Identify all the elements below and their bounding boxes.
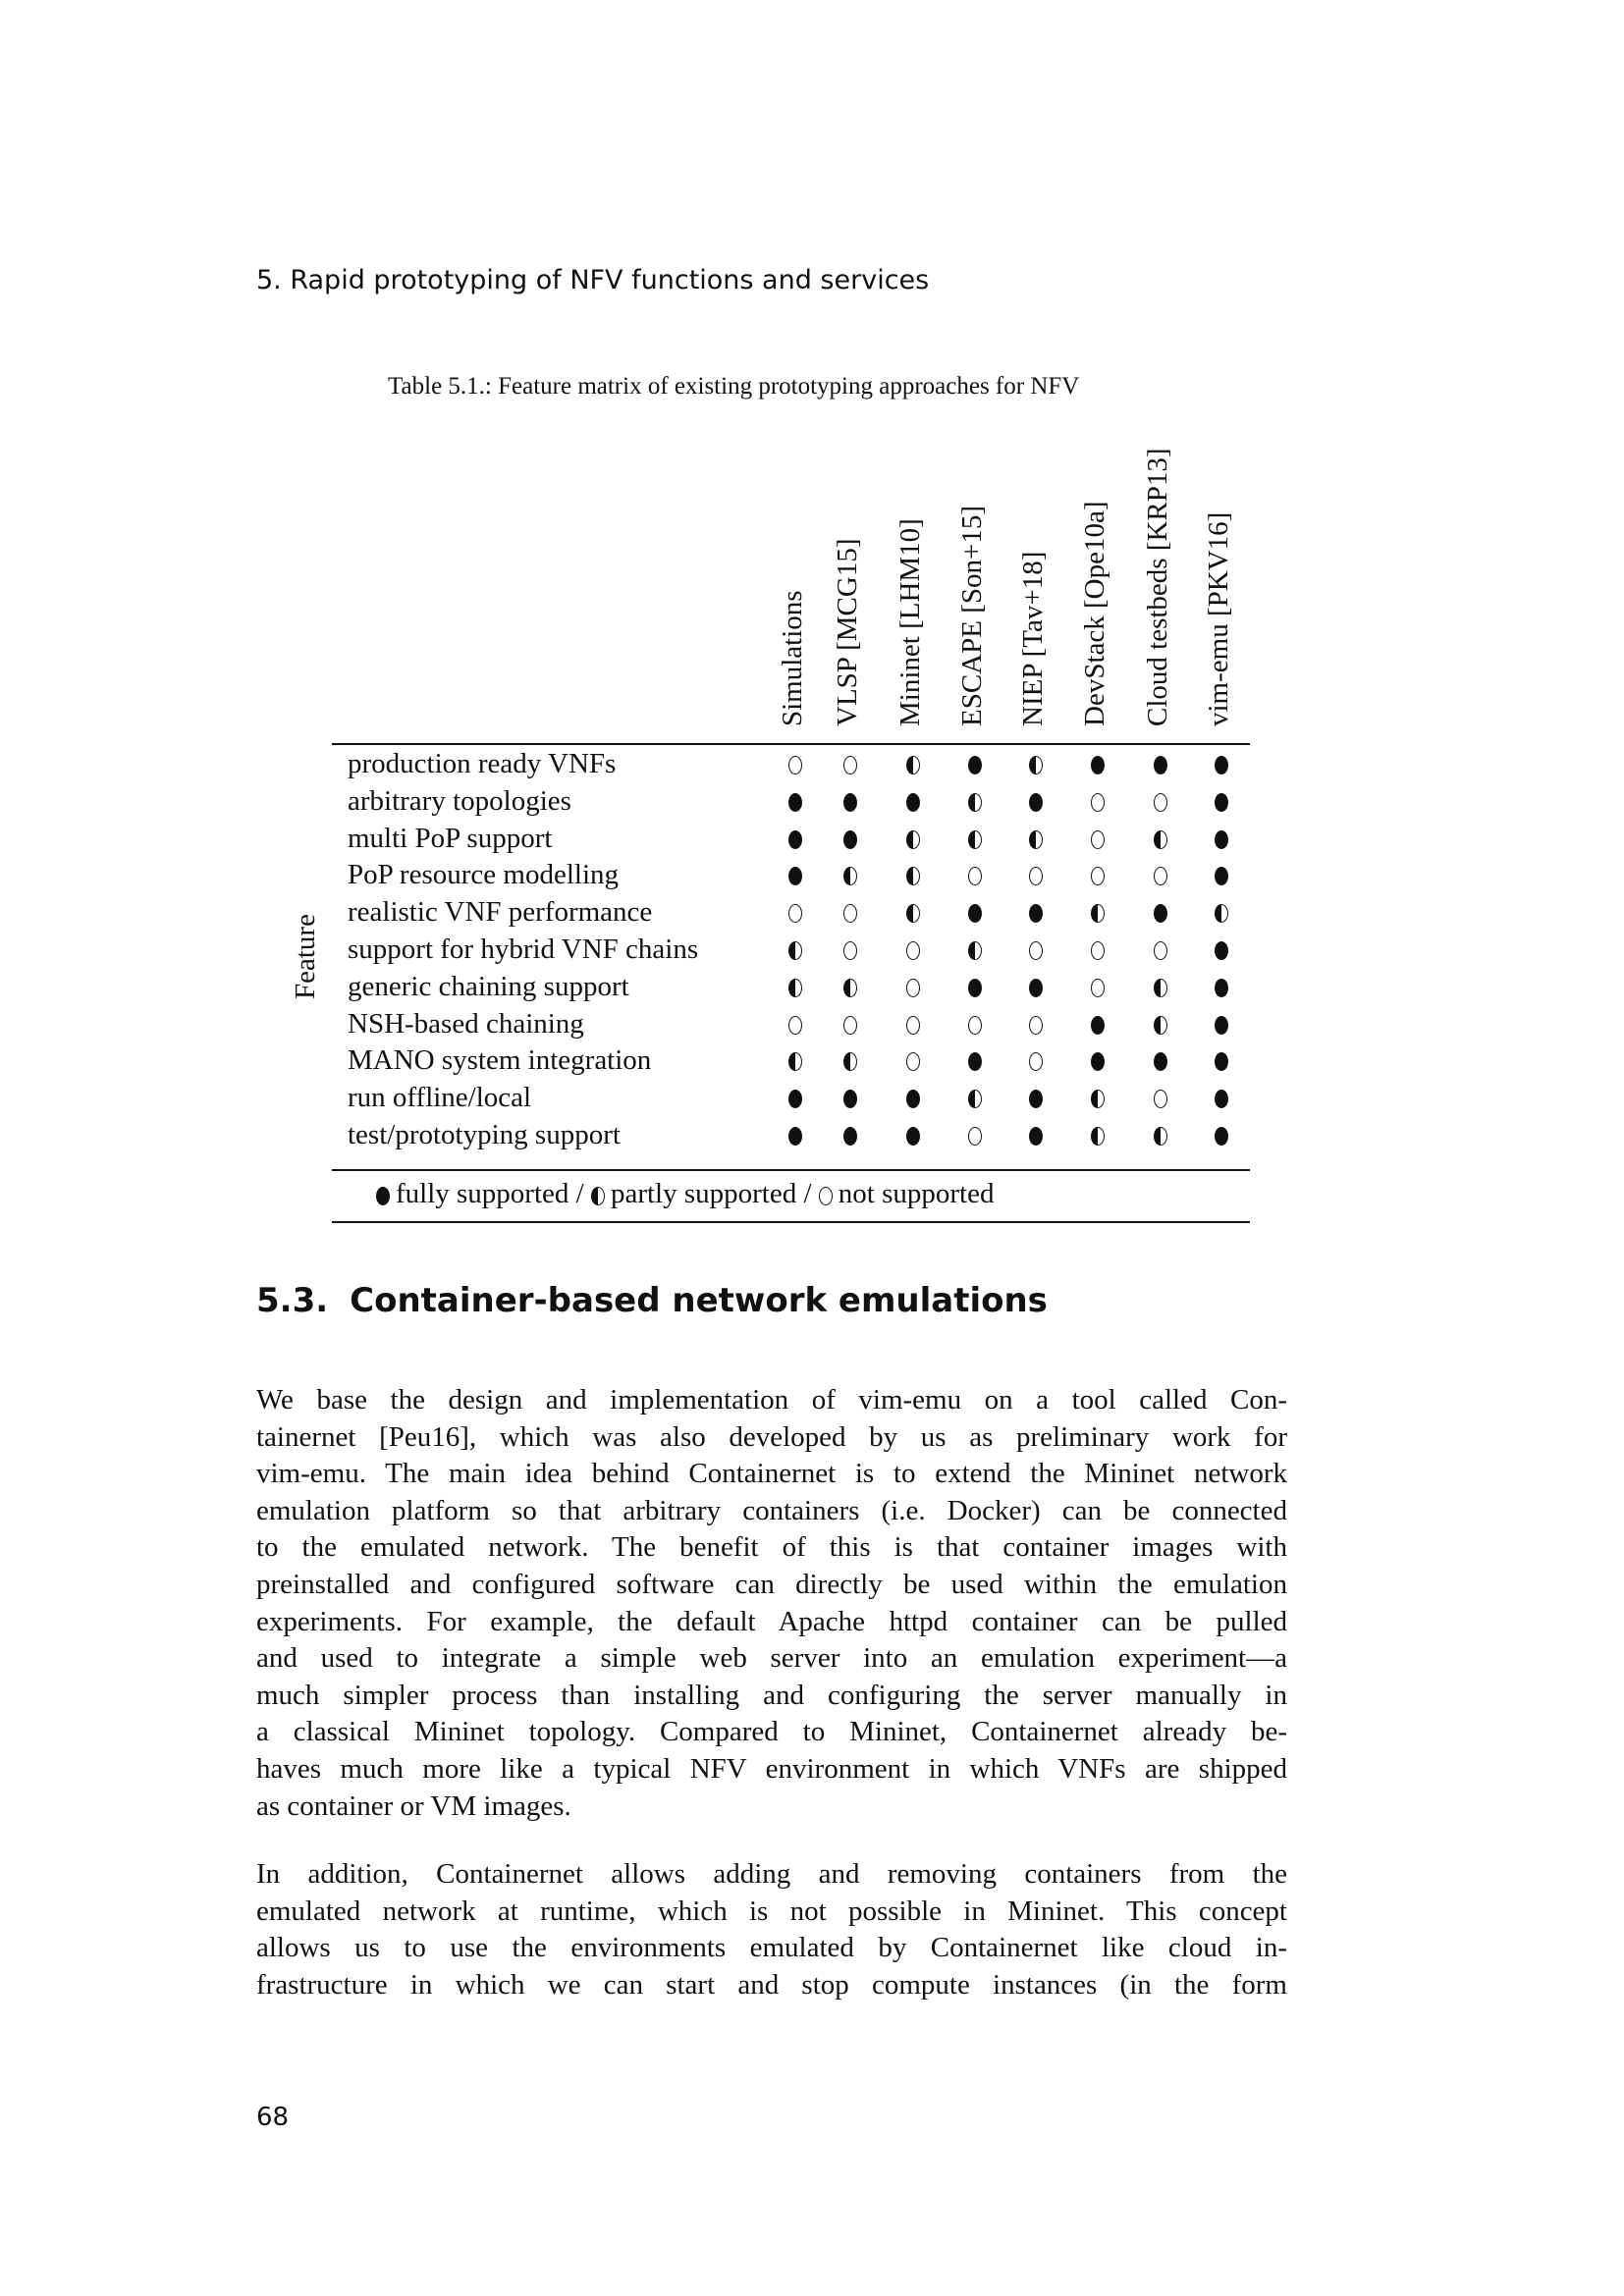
table-row (0, 859, 1624, 896)
full-support-icon (1215, 941, 1228, 960)
partial-support-icon (906, 867, 920, 885)
full-support-icon (1091, 1052, 1105, 1071)
text-line: and used to integrate a simple web server into an emulation experiment—a (256, 1642, 1287, 1675)
column-header (892, 412, 935, 726)
text-line: We base the design and implementation of vim-emu on a tool called Con- (256, 1384, 1287, 1415)
feature-label: PoP resource modelling (348, 859, 619, 891)
feature-label: production ready VNFs (348, 748, 617, 779)
table-row (0, 896, 1624, 934)
partial-support-icon (1029, 830, 1043, 849)
column-header (774, 412, 817, 726)
text-line: vim-emu. The main idea behind Containernet is to extend the Mininet network (256, 1458, 1287, 1490)
full-support-icon (906, 1127, 920, 1146)
column-header (1014, 412, 1057, 726)
full-support-icon (788, 867, 802, 885)
text-line: emulated network at runtime, which is not possible in Mininet. This concept (256, 1895, 1287, 1927)
legend-separator: / (796, 1178, 819, 1209)
section-title: Container-based network emulations (350, 1281, 1048, 1320)
full-support-icon (1215, 1127, 1228, 1146)
full-support-icon (843, 830, 857, 849)
text-line: emulation platform so that arbitrary containers (i.e. Docker) can be connected (256, 1494, 1287, 1526)
no-support-icon (906, 979, 920, 997)
feature-label: run offline/local (348, 1082, 532, 1114)
no-support-icon (1029, 941, 1043, 960)
table-column-headers (0, 412, 1624, 726)
column-header-label: vim-emu [PKV16] (1203, 511, 1234, 726)
full-support-icon (1091, 756, 1105, 774)
partial-support-icon (843, 1052, 857, 1071)
full-support-icon (1215, 1090, 1228, 1108)
section-number: 5.3. (256, 1281, 329, 1320)
full-support-icon (1215, 979, 1228, 997)
full-support-icon (968, 756, 982, 774)
no-support-icon (1154, 867, 1167, 885)
full-support-icon (788, 793, 802, 812)
text-line: In addition, Containernet allows adding and removing containers from the (256, 1858, 1287, 1890)
full-support-icon (1029, 1090, 1043, 1108)
partial-support-icon (968, 793, 982, 812)
text-line: haves much more like a typical NFV environment in which VNFs are shipped (256, 1752, 1287, 1785)
table-legend (376, 1178, 994, 1210)
table-row (0, 1119, 1624, 1156)
full-support-icon (1029, 1127, 1043, 1146)
full-support-icon (1154, 904, 1167, 923)
full-support-icon (1029, 904, 1043, 923)
paragraph-1 (256, 1382, 1287, 1825)
partial-support-icon (788, 979, 802, 997)
full-support-icon (1215, 1052, 1228, 1071)
feature-label: NSH-based chaining (348, 1007, 584, 1040)
full-support-icon (1091, 1016, 1105, 1035)
feature-label: generic chaining support (348, 970, 629, 1002)
partial-support-icon (1215, 904, 1228, 923)
partial-support-icon (591, 1181, 605, 1213)
no-support-icon (843, 941, 857, 960)
full-support-icon (1215, 867, 1228, 885)
partial-support-icon (1091, 1090, 1105, 1108)
partial-support-icon (1091, 1127, 1105, 1146)
text-line: experiments. For example, the default Apache httpd container can be pulled (256, 1605, 1287, 1637)
column-header (953, 412, 997, 726)
full-support-icon (906, 793, 920, 812)
no-support-icon (968, 867, 982, 885)
no-support-icon (1091, 830, 1105, 849)
feature-label: MANO system integration (348, 1044, 652, 1077)
partial-support-icon (968, 830, 982, 849)
no-support-icon (788, 756, 802, 774)
no-support-icon (788, 904, 802, 923)
text-line: a classical Mininet topology. Compared to Mininet, Containernet already be- (256, 1716, 1287, 1748)
full-support-icon (788, 1127, 802, 1146)
table-row (0, 748, 1624, 785)
table-row (0, 785, 1624, 823)
feature-label: test/prototyping support (348, 1119, 621, 1150)
partial-support-icon (906, 830, 920, 849)
column-header-label: NIEP [Tav+18] (1017, 551, 1049, 726)
table-row (0, 1082, 1624, 1119)
table-row (0, 1008, 1624, 1045)
text-line: tainernet [Peu16], which was also developed by us as preliminary work for (256, 1420, 1287, 1453)
column-header (1139, 412, 1182, 726)
full-support-icon (788, 1090, 802, 1108)
column-header-label: Mininet [LHM10] (894, 518, 926, 726)
full-support-icon (968, 1052, 982, 1071)
full-support-icon (1215, 756, 1228, 774)
partial-support-icon (1091, 904, 1105, 923)
column-header (1200, 412, 1243, 726)
legend-separator: / (568, 1178, 591, 1209)
partial-support-icon (968, 941, 982, 960)
text-line: allows us to use the environments emulated by Containernet like cloud in- (256, 1932, 1287, 1964)
column-header-label: ESCAPE [Son+15] (956, 505, 988, 726)
paragraph-2 (256, 1856, 1287, 2003)
full-support-icon (906, 1090, 920, 1108)
table-mid-rule (332, 1169, 1250, 1171)
text-line: as container or VM images. (256, 1789, 571, 1822)
no-support-icon (843, 756, 857, 774)
text-line: much simpler process than installing and configuring the server manually in (256, 1679, 1287, 1711)
no-support-icon (843, 904, 857, 923)
no-support-icon (1091, 867, 1105, 885)
no-support-icon (968, 1016, 982, 1035)
text-line: preinstalled and configured software can directly be used within the emulation (256, 1568, 1287, 1600)
no-support-icon (906, 941, 920, 960)
no-support-icon (1029, 1016, 1043, 1035)
full-support-icon (843, 1127, 857, 1146)
table-caption: Table 5.1.: Feature matrix of existing prototyping approaches for NFV (388, 373, 1080, 400)
legend-partial: partly supported (610, 1178, 797, 1209)
table-row (0, 971, 1624, 1008)
partial-support-icon (843, 979, 857, 997)
table-bottom-rule (332, 1221, 1250, 1223)
full-support-icon (1154, 1052, 1167, 1071)
text-line: to the emulated network. The benefit of this is that container images with (256, 1531, 1287, 1564)
column-header-label: Cloud testbeds [KRP13] (1142, 448, 1173, 726)
table-row (0, 1044, 1624, 1082)
no-support-icon (788, 1016, 802, 1035)
column-header-label: DevStack [Ope10a] (1079, 501, 1110, 726)
partial-support-icon (1154, 1127, 1167, 1146)
full-support-icon (968, 904, 982, 923)
no-support-icon (1029, 867, 1043, 885)
page-number: 68 (256, 2103, 290, 2132)
legend-none: not supported (838, 1178, 995, 1209)
no-support-icon (1154, 941, 1167, 960)
column-header (829, 412, 872, 726)
feature-label: realistic VNF performance (348, 896, 653, 929)
text-line: frastructure in which we can start and stop compute instances (in the form (256, 1968, 1287, 2001)
feature-label: multi PoP support (348, 822, 553, 854)
partial-support-icon (1154, 979, 1167, 997)
section-heading (256, 1281, 1048, 1320)
no-support-icon (1091, 941, 1105, 960)
partial-support-icon (1154, 1016, 1167, 1035)
column-header-label: Simulations (777, 590, 808, 726)
full-support-icon (788, 830, 802, 849)
no-support-icon (968, 1127, 982, 1146)
full-support-icon (1215, 1016, 1228, 1035)
full-support-icon (1029, 793, 1043, 812)
full-support-icon (1215, 793, 1228, 812)
column-header (1076, 412, 1119, 726)
no-support-icon (819, 1181, 833, 1213)
partial-support-icon (788, 1052, 802, 1071)
partial-support-icon (968, 1090, 982, 1108)
full-support-icon (1215, 830, 1228, 849)
table-row (0, 823, 1624, 860)
partial-support-icon (788, 941, 802, 960)
no-support-icon (906, 1016, 920, 1035)
full-support-icon (1029, 979, 1043, 997)
full-support-icon (376, 1181, 390, 1213)
partial-support-icon (906, 904, 920, 923)
partial-support-icon (843, 867, 857, 885)
running-header: 5. Rapid prototyping of NFV functions and services (256, 265, 930, 295)
no-support-icon (906, 1052, 920, 1071)
table-row (0, 934, 1624, 971)
full-support-icon (968, 979, 982, 997)
no-support-icon (1154, 793, 1167, 812)
full-support-icon (1154, 756, 1167, 774)
no-support-icon (1029, 1052, 1043, 1071)
partial-support-icon (1154, 830, 1167, 849)
column-header-label: VLSP [MCG15] (832, 538, 863, 726)
no-support-icon (843, 1016, 857, 1035)
feature-axis-label: Feature (290, 914, 321, 999)
no-support-icon (1154, 1090, 1167, 1108)
no-support-icon (1091, 793, 1105, 812)
partial-support-icon (1029, 756, 1043, 774)
feature-label: support for hybrid VNF chains (348, 934, 699, 965)
full-support-icon (843, 793, 857, 812)
no-support-icon (1091, 979, 1105, 997)
legend-full: fully supported (396, 1178, 569, 1209)
full-support-icon (843, 1090, 857, 1108)
table-top-rule (332, 743, 1250, 745)
feature-label: arbitrary topologies (348, 784, 571, 817)
partial-support-icon (906, 756, 920, 774)
